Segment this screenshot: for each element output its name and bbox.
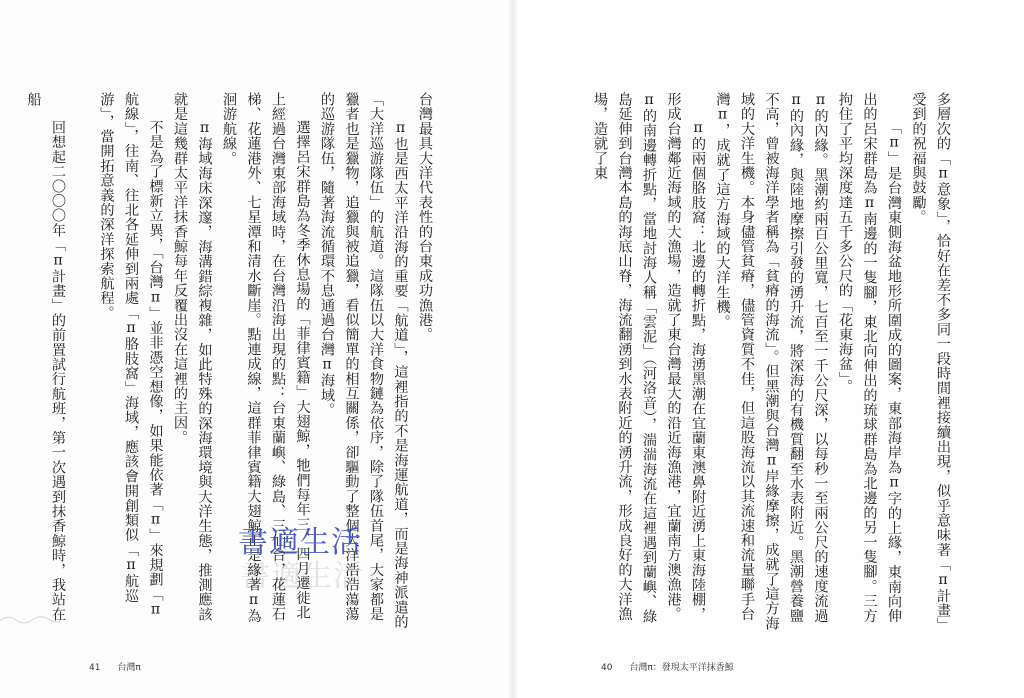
right-paragraph-1: 多層次的「π意象」，恰好在差不多同一段時間裡接續出現，似乎意味著「π計畫」受到的祝福與鼓勵。 [910, 92, 951, 626]
left-paragraph-1: 台灣最具大洋代表性的台東成功漁港。 [417, 92, 433, 342]
book-gutter [508, 0, 518, 698]
publisher-watermark: 書適生活 書適生活 [238, 524, 388, 564]
left-paragraph-2: π也是西太平洋沿海的重要「航道」，這裡指的不是海運航道，而是海神派遣的「大洋巡游隊伍」的航道。這隊伍以大洋食物鏈為依序，除了隊伍首尾，大家都是獵者也是獵物，追獵與被追獵，看似簡單的相互關係，卻驅動了整個大洋浩浩蕩蕩的巡游隊伍，隨著海流循環不息通過台灣π海域。 [319, 92, 409, 630]
right-running-title: 台灣π：發現太平洋抹香鯨 [629, 663, 734, 673]
left-paragraph-6: 回想起二〇〇〇年「π計畫」的前置試行航班，第一次遇到抹香鯨時，我站在船 [25, 92, 66, 622]
right-paragraph-2: 「π」是台灣東側海盆地形所圍成的圖案，東部海岸為π字的上緣，東南向伸出的呂宋群島為π南邊的一隻腳，東北向伸出的琉球群島為北邊的另一隻腳。三方拘住了平均深度達五千多公尺的「花東海盆」。 [837, 92, 902, 624]
left-page-footer [89, 660, 141, 673]
left-paragraph-5: 不是為了標新立異，「台灣π」並非憑空想像，如果能依著「π」來規劃「π航線」，往南、往北各延伸到兩處「π胳肢窩」海域，應該會開創類似「π航巡游」，當開拓意義的深洋探索航程。 [98, 92, 164, 619]
left-page-number: 41 [89, 663, 101, 673]
right-page-text [592, 92, 955, 632]
left-paragraph-3: 選擇呂宋群島為冬季休息場的「菲律賓籍」大翅鯨，牠們每年三、四月遷徙北上經過台灣東部海域時，在台灣沿海出現的點：台東蘭嶼、綠島、三仙台，花蓮石梯、花蓮港外、七星潭和清水斷崖。點連成線，這群菲律賓籍大翅鯨正是緣著π為洄游航線。 [221, 92, 311, 623]
left-running-title: 台灣π [117, 663, 141, 673]
right-page [512, 0, 1024, 698]
left-paragraph-4: π海域海床深邃，海溝錯綜複雜，如此特殊的深海環境與大洋生態，推測應該就是這幾群太平洋抹香鯨每年反覆出沒在這裡的主因。 [172, 92, 213, 622]
right-paragraph-4: π的兩個胳肢窩：北邊的轉折點，海湧黑潮在宜蘭東澳鼻附近湧上東海陸棚，形成台灣鄰近海域的大漁場，造就了東台灣最大的沿近海漁港，宜蘭南方澳漁港。π的南邊轉折點，當地討海人稱「雲泥」（河洛音），湍湍海流在這裡遇到蘭嶼、綠島延伸到台灣本島的海底山脊，海流翻湧到水表附近的湧升流，形成良好的大洋漁場，造就了東 [592, 92, 706, 624]
right-paragraph-3: π的內緣。黑潮約兩百公里寬，七百至一千公尺深，以每秒一至兩公尺的速度流過π的內緣，與陸地摩擦引發的湧升流，將深海的有機質翻至水表附近。黑潮營養鹽不高，曾被海洋學者稱為「貧瘠的海流」。但黑潮與台灣π岸緣摩擦，成就了這方海域的大洋生機。本身儘管貧瘠，儘管資質不佳，但這股海流以其流速和流量聯手台灣π，成就了這方海域的大洋生機。 [714, 92, 829, 631]
right-page-footer [601, 660, 734, 673]
right-page-number: 40 [601, 663, 613, 673]
